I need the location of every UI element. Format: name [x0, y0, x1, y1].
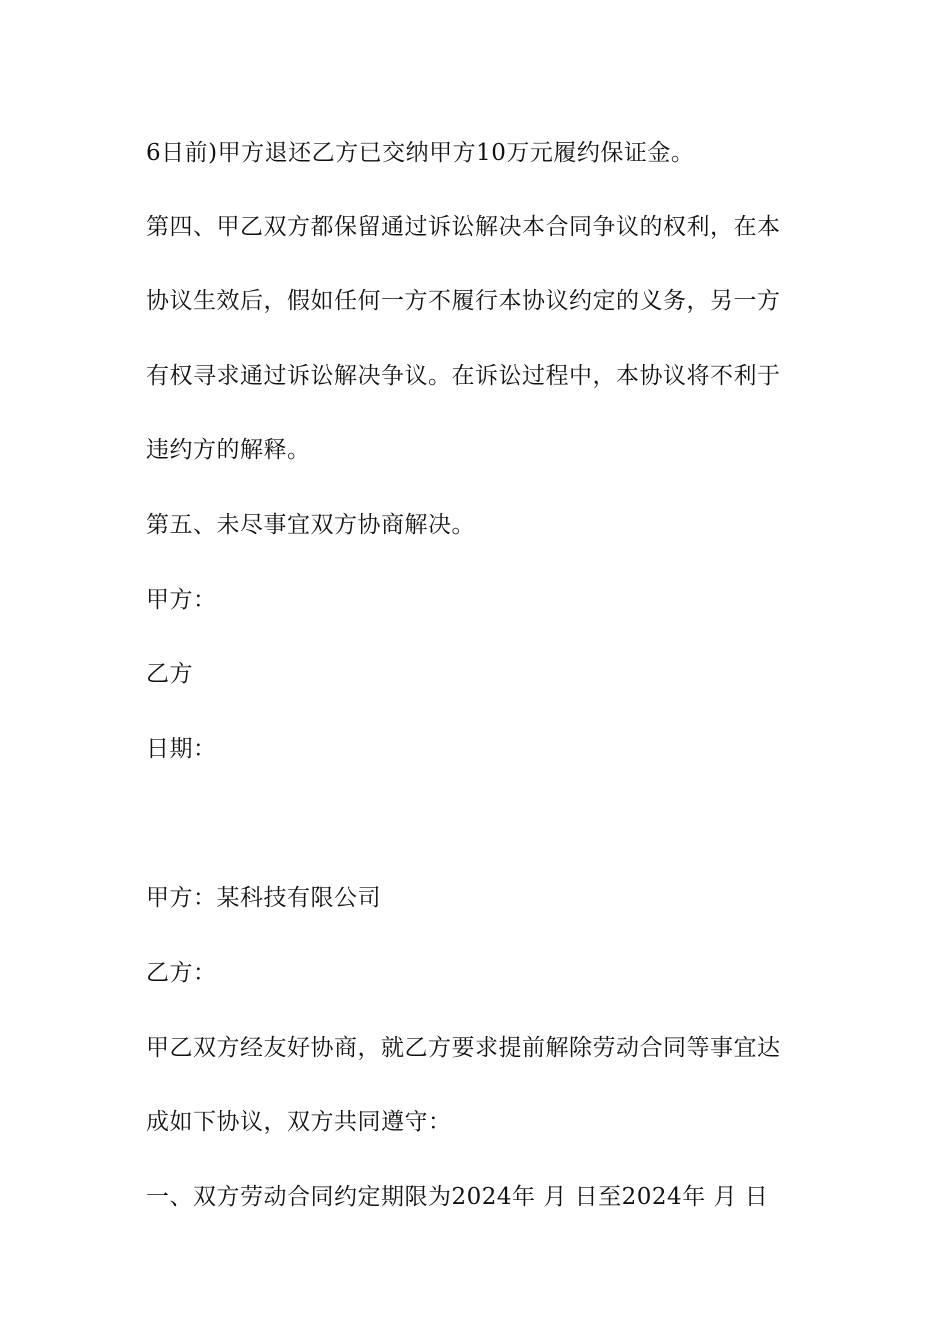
date-label: 日期：: [146, 736, 217, 762]
party-b-signature-label: 乙方: [146, 661, 193, 687]
text-line-clause-five: 第五、未尽事宜双方协商解决。: [146, 512, 475, 538]
party-b-label: 乙方：: [146, 960, 217, 986]
text-line-clause-four-4: 违约方的解释。: [146, 437, 311, 463]
text-line-intro-1: 甲乙双方经友好协商，就乙方要求提前解除劳动合同等事宜达: [146, 1035, 781, 1061]
text-line-clause-four-3: 有权寻求通过诉讼解决争议。在诉讼过程中，本协议将不利于: [146, 363, 781, 389]
text-line-clause-four-2: 协议生效后，假如任何一方不履行本协议约定的义务，另一方: [146, 288, 781, 314]
text-line-intro-2: 成如下协议，双方共同遵守：: [146, 1109, 452, 1135]
text-line-deposit-refund: 6日前)甲方退还乙方已交纳甲方10万元履约保证金。: [146, 140, 695, 166]
text-line-clause-one: 一、双方劳动合同约定期限为2024年 月 日至2024年 月 日: [146, 1184, 769, 1210]
party-a-signature-label: 甲方：: [146, 587, 217, 613]
text-line-clause-four-1: 第四、甲乙双方都保留通过诉讼解决本合同争议的权利，在本: [146, 214, 781, 240]
party-a-name: 甲方：某科技有限公司: [146, 885, 381, 911]
